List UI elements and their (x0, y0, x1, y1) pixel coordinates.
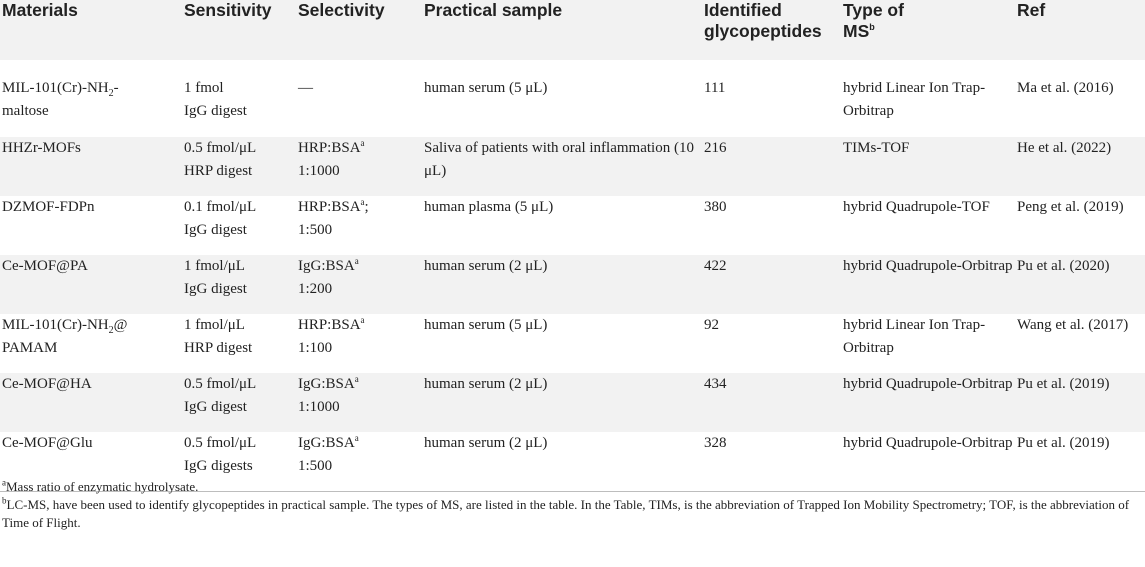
cell-ref: Wang et al. (2017) (1017, 317, 1129, 333)
header-materials: Materials (2, 0, 78, 20)
cell-practical-sample: human serum (5 μL) (424, 80, 548, 96)
selectivity-ratio: 1:1000 (298, 399, 340, 415)
sensitivity-value: 0.1 fmol/μL (184, 199, 257, 215)
cell-identified-count: 111 (704, 80, 726, 96)
cell-ms-type: hybrid Quadrupole-Orbitrap (843, 258, 1013, 274)
material-name-line2: maltose (2, 103, 49, 119)
header-type-line1: Type of (843, 0, 904, 20)
cell-identified-count: 380 (704, 199, 727, 215)
selectivity-footnote-mark: a (354, 374, 359, 384)
table-row (0, 137, 1145, 196)
table-row (0, 314, 1145, 373)
cell-selectivity (296, 196, 422, 255)
selectivity-label: HRP:BSA (298, 317, 361, 333)
cell-identified-count: 422 (704, 258, 727, 274)
table-footnotes (0, 478, 1140, 532)
cell-sensitivity (182, 137, 296, 196)
selectivity-ratio-line (298, 314, 420, 337)
cell-practical-sample: human serum (2 μL) (424, 435, 548, 451)
material-name: Ce-MOF@HA (2, 376, 92, 392)
table-row (0, 60, 1145, 137)
cell-sensitivity (182, 255, 296, 314)
header-practical-sample: Practical sample (424, 0, 563, 20)
selectivity-tail: ; (364, 199, 369, 215)
header-type-footnote-mark: b (869, 22, 875, 33)
selectivity-label: IgG:BSA (298, 435, 355, 451)
cell-ref: Pu et al. (2019) (1017, 435, 1110, 451)
sensitivity-value: 0.5 fmol/μL (184, 435, 257, 451)
cell-sensitivity (182, 60, 296, 137)
header-row (0, 0, 1145, 60)
cell-practical-sample: human serum (5 μL) (424, 317, 548, 333)
footnote-a-text: Mass ratio of enzymatic hydrolysate. (6, 479, 199, 494)
sensitivity-sample: HRP digest (184, 163, 253, 179)
cell-ms-type: hybrid Linear Ion Trap-Orbitrap (843, 317, 986, 356)
header-selectivity: Selectivity (298, 0, 385, 20)
cell-ms-type: hybrid Quadrupole-TOF (843, 199, 990, 215)
cell-ms-type: hybrid Linear Ion Trap-Orbitrap (843, 80, 986, 119)
cell-selectivity (296, 255, 422, 314)
selectivity-ratio: 1:1000 (298, 163, 340, 179)
selectivity-label: IgG:BSA (298, 258, 355, 274)
sensitivity-sample: HRP digest (184, 340, 253, 356)
sensitivity-sample: IgG digest (184, 399, 247, 415)
header-type-line2: MS (843, 21, 870, 41)
selectivity-footnote-mark: a (360, 138, 365, 148)
cell-identified-count: 328 (704, 435, 727, 451)
selectivity-label: — (298, 80, 313, 96)
selectivity-footnote-mark: a (354, 256, 359, 266)
footnote-b-text: LC-MS, have been used to identify glycopeptides in practical sample. The types of MS, are listed in the table. In the Table, TIMs, is the abbreviation of Trapped Ion Mobility Spectrometry; TOF, is the abbreviation of Time of Flight. (2, 497, 1130, 530)
cell-ms-type: hybrid Quadrupole-Orbitrap (843, 435, 1013, 451)
cell-material (0, 373, 182, 432)
cell-practical-sample: Saliva of patients with oral inflammation (10 μL) (424, 140, 694, 179)
cell-ref: Peng et al. (2019) (1017, 199, 1124, 215)
material-subscript: 2 (108, 325, 114, 336)
cell-sensitivity (182, 314, 296, 373)
header-sensitivity: Sensitivity (184, 0, 272, 20)
selectivity-ratio: 1:200 (298, 281, 333, 297)
material-name-line2: PAMAM (2, 340, 58, 356)
cell-identified-count: 434 (704, 376, 727, 392)
cell-ms-type: TIMs-TOF (843, 140, 910, 156)
header-identified-line1: Identified (704, 0, 782, 20)
cell-selectivity (296, 137, 422, 196)
selectivity-label: IgG:BSA (298, 376, 355, 392)
cell-material (0, 60, 182, 137)
cell-material (0, 137, 182, 196)
footnote-a (2, 478, 1140, 496)
material-name: DZMOF-FDPn (2, 199, 95, 215)
material-name: HHZr-MOFs (2, 140, 81, 156)
selectivity-label: HRP:BSA (298, 140, 361, 156)
material-name: Ce-MOF@PA (2, 258, 88, 274)
cell-ref: Pu et al. (2020) (1017, 258, 1110, 274)
cell-sensitivity (182, 196, 296, 255)
footnote-b-mark: b (2, 495, 7, 506)
selectivity-footnote-mark: a (354, 433, 359, 443)
sensitivity-sample: IgG digests (184, 458, 253, 474)
selectivity-footnote-mark: a (360, 197, 365, 207)
header-ref: Ref (1017, 0, 1046, 20)
header-identified-line2: glycopeptides (704, 21, 822, 41)
material-name-suffix: @ (113, 317, 128, 333)
selectivity-footnote-mark: a (360, 315, 365, 325)
selectivity-ratio: 1:500 (298, 458, 333, 474)
cell-ref: Pu et al. (2019) (1017, 376, 1110, 392)
cell-selectivity (296, 60, 422, 137)
selectivity-ratio-line (298, 432, 420, 455)
sensitivity-value: 1 fmol/μL (184, 258, 245, 274)
cell-material (0, 196, 182, 255)
footnote-b (2, 496, 1140, 532)
sensitivity-sample: IgG digest (184, 281, 247, 297)
cell-identified-count: 216 (704, 140, 727, 156)
selectivity-ratio-line (298, 196, 420, 219)
sensitivity-sample: IgG digest (184, 103, 247, 119)
material-name: MIL-101(Cr)-NH (2, 80, 109, 96)
selectivity-ratio: 1:100 (298, 340, 333, 356)
sensitivity-value: 1 fmol/μL (184, 317, 245, 333)
cell-practical-sample: human serum (2 μL) (424, 376, 548, 392)
cell-sensitivity (182, 373, 296, 432)
cell-practical-sample: human serum (2 μL) (424, 258, 548, 274)
sensitivity-value: 1 fmol (184, 80, 224, 96)
material-name: MIL-101(Cr)-NH (2, 317, 109, 333)
cell-identified-count: 92 (704, 317, 719, 333)
selectivity-ratio-line (298, 373, 420, 396)
cell-material (0, 314, 182, 373)
material-name-suffix: - (113, 80, 119, 96)
cell-ms-type: hybrid Quadrupole-Orbitrap (843, 376, 1013, 392)
cell-ref: He et al. (2022) (1017, 140, 1112, 156)
selectivity-ratio-line (298, 77, 420, 100)
material-subscript: 2 (108, 88, 114, 99)
table-row (0, 373, 1145, 432)
selectivity-ratio: 1:500 (298, 222, 333, 238)
header-type-of-ms (841, 0, 1015, 60)
cell-material (0, 255, 182, 314)
cell-selectivity (296, 373, 422, 432)
table-row (0, 196, 1145, 255)
selectivity-label: HRP:BSA (298, 199, 361, 215)
selectivity-ratio-line (298, 137, 420, 160)
footnote-a-mark: a (2, 477, 6, 488)
cell-ref: Ma et al. (2016) (1017, 80, 1114, 96)
header-identified-glycopeptides (702, 0, 841, 60)
cell-selectivity (296, 314, 422, 373)
sensitivity-sample: IgG digest (184, 222, 247, 238)
table-row (0, 255, 1145, 314)
sensitivity-value: 0.5 fmol/μL (184, 140, 257, 156)
material-name: Ce-MOF@Glu (2, 435, 93, 451)
selectivity-ratio-line (298, 255, 420, 278)
sensitivity-value: 0.5 fmol/μL (184, 376, 257, 392)
cell-practical-sample: human plasma (5 μL) (424, 199, 554, 215)
